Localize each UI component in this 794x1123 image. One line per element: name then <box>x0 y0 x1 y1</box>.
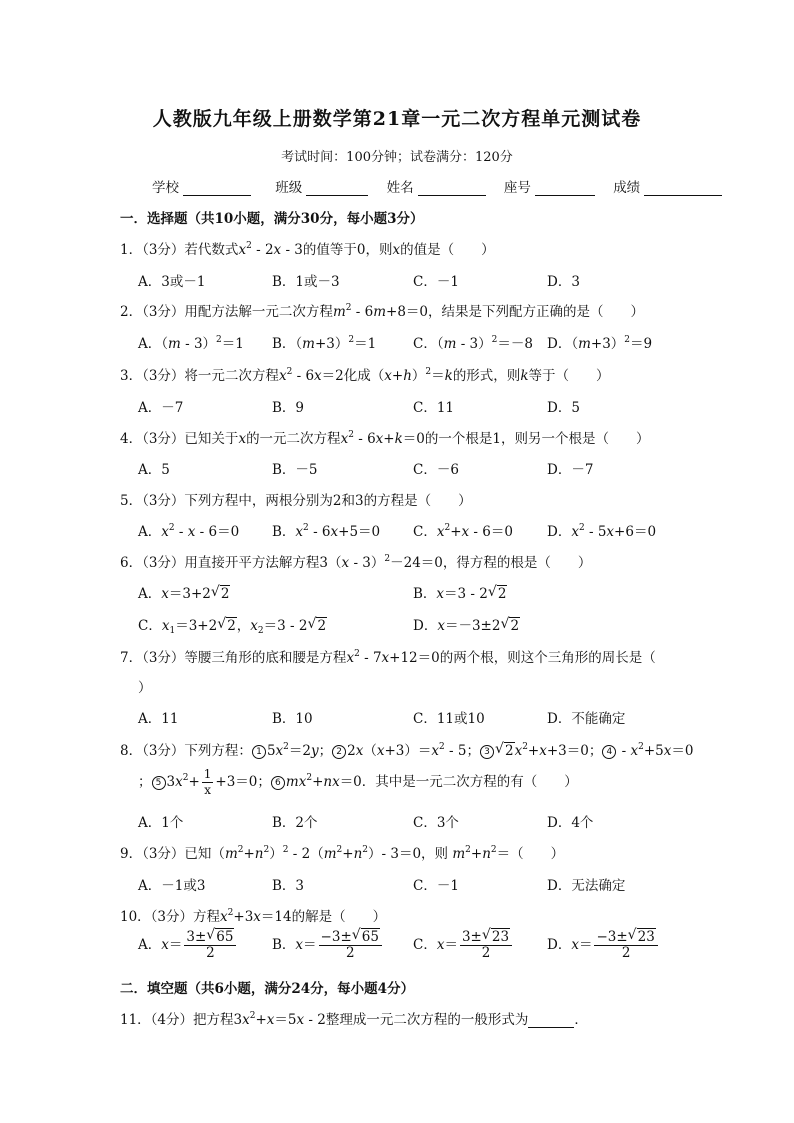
question-8: 8．（3分）下列方程： 1 $5x^2=2y$； 2 $2x(x+3)=x^2 - 5$； 3 √ $2x^2+x+3=0$； $4 - x^2+5x=0$ <box>120 741 694 759</box>
q7-option-b[interactable]: B．10 <box>272 711 313 727</box>
question-11: 11．（4分）把方程$3x^2+x=5x - 2$整理成一元二次方程的一般形式为 ． <box>120 1011 588 1028</box>
q5-option-a[interactable]: A．$x^2 - x - 6=0$ <box>138 523 240 540</box>
q5-option-d[interactable]: D．$x^2 - 5x+6=0$ <box>547 523 657 540</box>
question-2: 2．（3分）用配方法解一元二次方程$m^2 - 6m+8=0$，结果是下列配方正确的是（ ） <box>120 303 645 320</box>
q8-option-a[interactable]: A．1个 <box>138 815 184 831</box>
field-seat-blank[interactable] <box>535 181 595 196</box>
q2-option-a[interactable]: A．（m - 3）$^2$＝1 <box>138 335 244 352</box>
q8-option-c[interactable]: C．3个 <box>413 815 459 831</box>
q3-option-a[interactable]: A．－7 <box>138 400 184 416</box>
field-score-blank[interactable] <box>644 181 722 196</box>
q2-option-d[interactable]: D．$(m+3)^2=9$ <box>547 335 653 352</box>
question-4: 4．（3分）已知关于x的一元二次方程$x^2 - 6x+k=0$的一个根是1，则另一个根是（ ） <box>120 430 650 447</box>
question-7-close: ） <box>138 680 152 696</box>
page-title: 人教版九年级上册数学第21章一元二次方程单元测试卷 <box>152 108 642 130</box>
q10-option-a[interactable]: A．x＝ 3± √ 65 2 <box>138 930 238 961</box>
q3-option-d[interactable]: D．5 <box>547 400 580 416</box>
q1-option-b[interactable]: B．1或－3 <box>272 274 340 290</box>
q11-answer-blank[interactable] <box>528 1015 574 1028</box>
q8-option-b[interactable]: B．2个 <box>272 815 318 831</box>
q5-option-c[interactable]: C．$x^2+x - 6=0$ <box>413 523 513 540</box>
section-heading-fill: 二．填空题（共6小题，满分24分，每小题4分） <box>120 981 415 997</box>
q10-option-d[interactable]: D．x＝ −3± √ 23 2 <box>547 930 660 961</box>
field-score-label: 成绩 <box>613 180 641 196</box>
q7-option-d[interactable]: D．不能确定 <box>547 711 626 727</box>
question-7: 7．（3分）等腰三角形的底和腰是方程$x^2 - 7x+12=0$的两个根，则这个三角形的周长是（ <box>120 649 656 666</box>
q4-option-b[interactable]: B．－5 <box>272 462 318 478</box>
q4-option-c[interactable]: C．－6 <box>413 462 459 478</box>
q9-option-c[interactable]: C．－1 <box>413 878 459 894</box>
question-3: 3．（3分）将一元二次方程$x^2 - 6x=2$化成$(x+h)^2=k$的形式，则k等于（ ） <box>120 367 610 384</box>
question-1: 1．（3分）若代数式$x^2 - 2x - 3$的值等于0，则x的值是（ ） <box>120 241 495 258</box>
q6-option-a[interactable]: A．x＝3+2 √ 2 <box>138 584 230 602</box>
question-6: 6．（3分）用直接开平方法解方程3（x - 3）$^2$－24＝0，得方程的根是（ ） <box>120 554 592 571</box>
field-class-blank[interactable] <box>306 181 368 196</box>
question-5: 5．（3分）下列方程中，两根分别为2和3的方程是（ ） <box>120 493 472 509</box>
section-heading-choice: 一．选择题（共10小题，满分30分，每小题3分） <box>120 211 424 227</box>
q1-option-a[interactable]: A．3或－1 <box>138 274 206 290</box>
q10-option-b[interactable]: B．x＝ −3± √ 65 2 <box>272 930 384 961</box>
q7-option-c[interactable]: C．11或10 <box>413 711 485 727</box>
q4-option-a[interactable]: A．5 <box>138 462 170 478</box>
field-school-label: 学校 <box>152 180 179 196</box>
field-name-label: 姓名 <box>386 180 414 196</box>
question-9: 9．（3分）已知$(m^2+n^2)^2 - 2(m^2+n^2)-$ 3＝0，则 $m^2+n^2=$（ ） <box>120 845 565 862</box>
q2-option-c[interactable]: C．（m - 3）$^2$＝－8 <box>413 335 533 352</box>
question-8-line2: ； 5 $3x^2+$ $\frac{1}{x}$ +3＝0； 6 $mx^2+nx=0$．其中是一元二次方程的有（ ） <box>138 767 578 797</box>
question-10: 10．（3分）方程$x^2+3x=14$的解是（ ） <box>120 908 387 925</box>
q1-option-d[interactable]: D．3 <box>547 274 580 290</box>
q3-option-b[interactable]: B．9 <box>272 400 305 416</box>
field-seat-label: 座号 <box>503 180 531 196</box>
q9-option-b[interactable]: B．3 <box>272 878 305 894</box>
q3-option-c[interactable]: C．11 <box>413 400 455 416</box>
q1-option-c[interactable]: C．－1 <box>413 274 459 290</box>
q4-option-d[interactable]: D．－7 <box>547 462 594 478</box>
q8-option-d[interactable]: D．4个 <box>547 815 594 831</box>
q2-option-b[interactable]: B．$(m+3)^2=1$ <box>272 335 377 352</box>
q9-option-a[interactable]: A．－1或3 <box>138 878 206 894</box>
field-name-blank[interactable] <box>418 181 486 196</box>
q5-option-b[interactable]: B．$x^2 - 6x+5=0$ <box>272 523 381 540</box>
field-school-blank[interactable] <box>183 181 251 196</box>
q6-option-c[interactable]: C．$x_1=3+2$ √ 2，$x_2=3 - 2$ √ 2 <box>138 616 327 636</box>
q7-option-a[interactable]: A．11 <box>138 711 179 727</box>
exam-info: 考试时间：100分钟；试卷满分：120分 <box>281 150 513 165</box>
q6-option-b[interactable]: B．x＝3 - 2 √ 2 <box>413 584 507 602</box>
field-class-label: 班级 <box>275 180 303 196</box>
q10-option-c[interactable]: C．x＝ 3± √ 23 2 <box>413 930 514 961</box>
q9-option-d[interactable]: D．无法确定 <box>547 878 626 894</box>
q6-option-d[interactable]: D．x＝－3±2 √ 2 <box>413 616 520 634</box>
student-info-fields <box>152 176 722 196</box>
